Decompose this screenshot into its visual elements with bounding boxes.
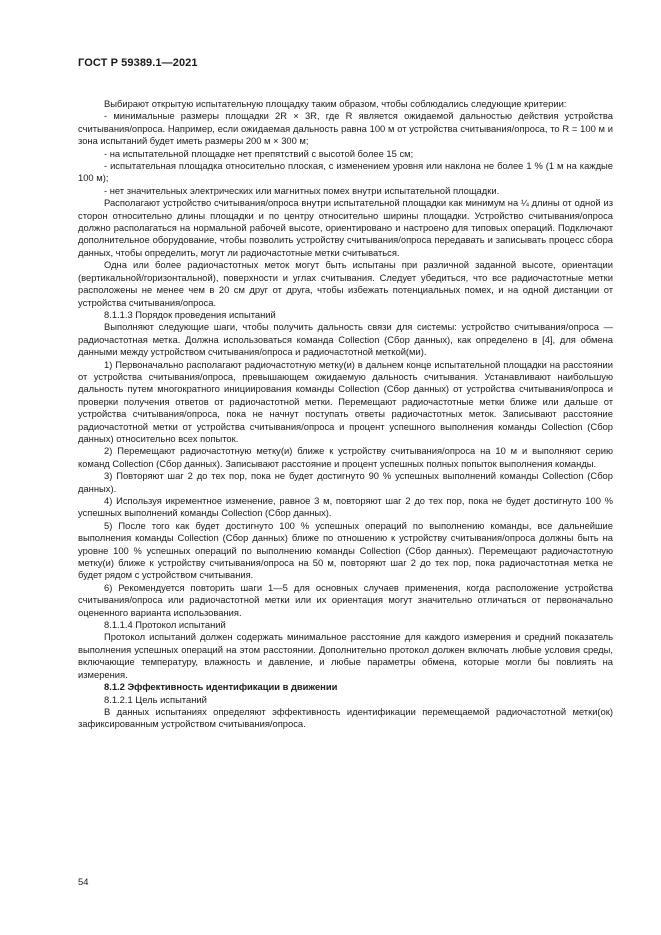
section-heading: 8.1.1.3 Порядок проведения испытаний (104, 308, 276, 320)
paragraph: Располагают устройство считывания/опроса внутри испытательной площадки как минимум на ¼ длины от одной из сторон относительно длины площадки и по центру относительно ширины площадки. Устройство считывания/опроса должно располагаться на нормальной рабочей высоте, ориентировано и настроено для типовых операций. Подключают дополнительное оборудование, чтобы позволить устройству считывания/опроса передавать и записывать процесс сбора данных, чтобы определить, могут ли радиочастотные метки считываться. (78, 197, 613, 258)
document-body (78, 98, 613, 731)
step-item: 5) После того как будет достигнуто 100 % успешных операций по выполнению команды, все дальнейшие выполнения команды Collection (Сбор данных) ближе по отношению к устройству считывания/опроса должны быть на уровне 100 % успешных операций по выполнению команды Collection (Сбор данных). Перемещают радиочастотную метку(и) ближе к устройству считывания/опроса на 50 м, повторяют шаг 2 до тех пор, пока радиочастотная метка не будет рядом с устройством считывания. (78, 519, 613, 581)
list-item: - на испытательной площадке нет препятствий с высотой более 15 см; (104, 147, 414, 159)
step-item: 6) Рекомендуется повторить шаги 1—5 для основных случаев применения, когда расположение устройства считывания/опроса или радиочастотной метки или их ориентация могут значительно отличаться от первоначально оцененного варианта использования. (78, 581, 613, 618)
page-number: 54 (78, 876, 89, 887)
list-item: - нет значительных электрических или магнитных помех внутри испытательной площадки. (104, 184, 500, 196)
paragraph: Выбирают открытую испытательную площадку таким образом, чтобы соблюдались следующие критерии: (104, 98, 567, 109)
step-item: 2) Перемещают радиочастотную метку(и) ближе к устройству считывания/опроса на 10 м и выполняют серию команд Collection (Сбор данных). Записывают расстояние и процент успешных полных попыток выполнения команды. (78, 445, 613, 469)
paragraph: Протокол испытаний должен содержать минимальное расстояние для каждого измерения и средний показатель выполнения успешных операций на этом расстоянии. Дополнительно протокол должен включать любые условия среды, включающие температуру, влажность и давление, и любые параметры обмена, которые могли бы повлиять на измерения. (78, 631, 613, 680)
step-item: 3) Повторяют шаг 2 до тех пор, пока не будет достигнуто 90 % успешных выполнений команды Collection (Сбор данных). (78, 470, 613, 494)
list-item: - минимальные размеры площадки 2R × 3R, где R является ожидаемой дальностью действия устройства считывания/опроса. Например, если ожидаемая дальность равна 100 м от устройства считывания/опроса, то R = 100 м и зона испытаний будет иметь размеры 200 м × 300 м; (78, 110, 613, 147)
section-heading: 8.1.1.4 Протокол испытаний (104, 619, 226, 631)
section-heading: 8.1.2.1 Цель испытаний (104, 693, 207, 705)
paragraph: Одна или более радиочастотных меток могут быть испытаны при различной заданной высоте, ориентации (вертикальной/горизонтальной), поверхности и углах считывания. Следует убедиться, что все радиочастотные метки расположены не менее чем в 20 см друг от друга, чтобы избежать потенциальных помех, и на одной дистанции от устройства считывания/опроса. (78, 259, 613, 308)
list-item: - испытательная площадка относительно плоская, с изменением уровня или наклона не более 1 % (1 м на каждые 100 м); (78, 160, 613, 184)
section-heading-bold: 8.1.2 Эффективность идентификации в движении (104, 681, 338, 693)
step-item: 4) Используя икрементное изменение, равное 3 м, повторяют шаг 2 до тех пор, пока не будет достигнуто 100 % успешных выполнений команды Collection (Сбор данных). (78, 495, 613, 519)
paragraph: В данных испытаниях определяют эффективность идентификации перемещаемой радиочастотной метки(ок) зафиксированным устройством считывания/опроса. (78, 705, 613, 730)
step-item: 1) Первоначально располагают радиочастотную метку(и) в дальнем конце испытательной площадки на расстоянии от устройства считывания/опроса, превышающем ожидаемую дальность считывания. Устанавливают наибольшую дальность путем многократного инициирования команды Collection (Сбор данных) от устройства считывания/опроса и проверки получения ответов от радиочастотной метки. Перемещают радиочастотные метки ближе или дальше от устройства считывания/опроса, пока не начнут поступать ответы радиочастотных меток. Записывают расстояние радиочастотной метки от устройства считывания/опроса и процент успешного выполнения команды Collection (Сбор данных) относительно всех попыток. (78, 358, 613, 444)
document-header: ГОСТ Р 59389.1—2021 (78, 57, 198, 69)
paragraph: Выполняют следующие шаги, чтобы получить дальность связи для системы: устройство считывания/опроса — радиочастотная метка. Должна использоваться команда Collection (Сбор данных), как определено в [4], для обмена данными между устройством считывания/опроса и радиочастотной меткой(ми). (78, 321, 613, 358)
